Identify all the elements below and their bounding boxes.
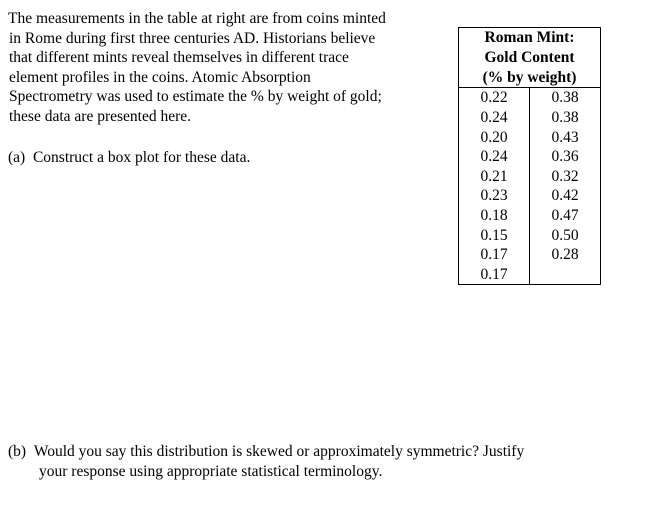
- table-cell: 0.36: [551, 148, 579, 166]
- part-b-text: Would you say this distribution is skewed or approximately symmetric? Justify: [33, 443, 525, 460]
- table-cell: 0.42: [551, 187, 579, 205]
- table-cell: 0.21: [459, 167, 530, 187]
- table-cell: 0.20: [459, 128, 530, 148]
- part-a-label: (a): [8, 149, 26, 166]
- intro-paragraph: [8, 9, 448, 127]
- table-header-line: (% by weight): [482, 68, 577, 86]
- table-row: [459, 88, 601, 108]
- intro-line: Spectrometry was used to estimate the % by weight of gold;: [9, 88, 382, 106]
- table-cell: 0.38: [551, 108, 579, 126]
- part-b-label: (b): [8, 443, 27, 460]
- gold-content-table: [458, 27, 601, 285]
- table-row: [459, 167, 601, 187]
- question-part-b: [8, 442, 524, 482]
- table-header-row: [459, 28, 601, 88]
- table-cell: 0.22: [459, 88, 530, 108]
- table-cell: 0.28: [551, 246, 579, 264]
- intro-line: these data are presented here.: [9, 107, 192, 125]
- table-cell: 0.32: [551, 167, 579, 185]
- table-cell: 0.47: [551, 206, 579, 224]
- table-cell: 0.24: [459, 147, 530, 167]
- table-cell: 0.50: [551, 226, 579, 244]
- table-cell: 0.18: [459, 206, 530, 226]
- table-header-line: Roman Mint:: [484, 29, 575, 46]
- table-cell: 0.24: [459, 108, 530, 128]
- intro-line: element profiles in the coins. Atomic Absorption: [9, 68, 311, 86]
- intro-line: that different mints reveal themselves in different trace: [9, 49, 349, 67]
- table-cell: 0.23: [459, 186, 530, 206]
- table-row: [459, 245, 601, 265]
- table-row: [459, 226, 601, 246]
- part-b-line: [8, 442, 524, 462]
- table-cell: 0.15: [459, 226, 530, 246]
- table-cell: 0.17: [459, 265, 530, 285]
- table-cell: 0.17: [459, 245, 530, 265]
- part-a-text: Construct a box plot for these data.: [32, 149, 251, 166]
- table-row: [459, 147, 601, 167]
- intro-line: in Rome during first three centuries AD. Historians believe: [9, 29, 376, 47]
- table-cell: [530, 265, 601, 285]
- table-row: [459, 128, 601, 148]
- table-cell: 0.38: [551, 89, 579, 107]
- table-header-line: Gold Content: [484, 48, 575, 66]
- intro-line: The measurements in the table at right are from coins minted: [8, 10, 386, 27]
- table-header: [459, 28, 601, 88]
- part-b-line: your response using appropriate statistical terminology.: [39, 463, 383, 480]
- table-cell: 0.43: [551, 128, 579, 146]
- question-part-a: [8, 148, 250, 168]
- table-row: [459, 108, 601, 128]
- table-row: [459, 186, 601, 206]
- table-row: [459, 265, 601, 285]
- table-row: [459, 206, 601, 226]
